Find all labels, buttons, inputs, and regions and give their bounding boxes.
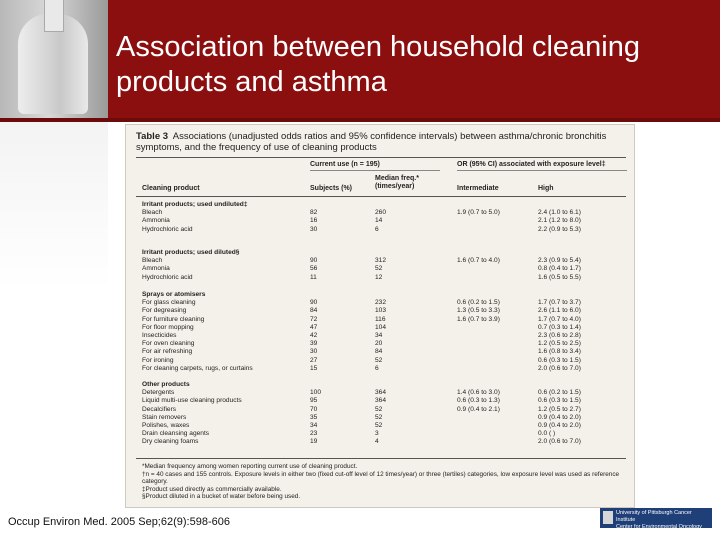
footnote: *Median frequency among women reporting current use of cleaning product. [142, 463, 358, 470]
table-cell: 0.6 (0.2 to 1.5) [457, 299, 500, 307]
table-cell: 52 [375, 413, 383, 421]
table-cell: 260 [375, 209, 387, 217]
table-cell: 0.6 (0.2 to 1.5) [538, 389, 581, 397]
table-row [126, 357, 635, 365]
table-group [126, 201, 635, 234]
table-cell: Hydrochloric acid [142, 273, 193, 281]
table-cell: 4 [375, 438, 379, 446]
logo-line1: University of Pittsburgh Cancer Institute [616, 510, 692, 523]
table-row [126, 430, 635, 438]
citation: Occup Environ Med. 2005 Sep;62(9):598-606 [8, 516, 230, 528]
table-cell: 27 [310, 356, 318, 364]
table-cell: 0.6 (0.3 to 1.5) [538, 397, 581, 405]
table-cell: 312 [375, 257, 387, 265]
table-cell: 14 [375, 217, 383, 225]
table-cell: 2.3 (0.9 to 5.4) [538, 257, 581, 265]
table-row [126, 414, 635, 422]
table-rule-header [136, 196, 626, 197]
left-decoration [0, 122, 108, 540]
table-row [126, 265, 635, 273]
table-row [126, 209, 635, 217]
table-cell: 2.3 (0.6 to 2.8) [538, 331, 581, 339]
shield-icon [603, 511, 613, 524]
table-group [126, 249, 635, 282]
table-cell: 47 [310, 323, 318, 331]
footnote: †n = 40 cases and 155 controls. Exposure levels in either two (fixed cut-off level of 12 times/year) or three (tertiles) categories, low exposure level was used as reference category. [142, 470, 620, 486]
table-cell: 1.2 (0.5 to 2.7) [538, 405, 581, 413]
col-median: Median freq.* (times/year) [375, 175, 419, 190]
table-cell: Dry cleaning foams [142, 438, 199, 446]
table-cell: Hydrochloric acid [142, 225, 193, 233]
table-cell: 1.2 (0.5 to 2.5) [538, 340, 581, 348]
table-row [126, 340, 635, 348]
table-caption-text: Associations (unadjusted odds ratios and 95% confidence intervals) between asthma/chronic bronchitis symptoms, and the frequency of use of cleaning products [136, 131, 607, 153]
table-row [126, 324, 635, 332]
group-label-text: Irritant products; used undiluted‡ [142, 201, 248, 208]
table-cell: 72 [310, 315, 318, 323]
table-cell: Insecticides [142, 331, 177, 339]
table-cell: 42 [310, 331, 318, 339]
table-cell: 12 [375, 273, 383, 281]
table-cell: 30 [310, 225, 318, 233]
group-label-text: Sprays or atomisers [142, 291, 206, 298]
table-cell: Polishes, waxes [142, 421, 190, 429]
table-group [126, 381, 635, 447]
table-row [126, 299, 635, 307]
table-cell: 0.6 (0.3 to 1.5) [538, 356, 581, 364]
table-cell: 39 [310, 340, 318, 348]
table-cell: 15 [310, 364, 318, 372]
slide-title: Association between household cleaning products and asthma [116, 31, 640, 98]
table-cell: 34 [375, 331, 383, 339]
col-product: Cleaning product [142, 185, 200, 192]
footnote: ‡Product used directly as commercially available. [142, 485, 282, 493]
table-cell: For glass cleaning [142, 299, 196, 307]
group-header-or: OR (95% CI) associated with exposure level‡ [457, 161, 606, 168]
table-row [126, 274, 635, 282]
table-cell: 364 [375, 389, 387, 397]
table-cell: 90 [310, 257, 318, 265]
table-cell: 0.8 (0.4 to 1.7) [538, 265, 581, 273]
table-cell: 3 [375, 430, 379, 438]
table-cell: Decalcifiers [142, 405, 177, 413]
table-cell: Bleach [142, 257, 163, 265]
table-row [126, 365, 635, 373]
table-footnotes [142, 463, 622, 501]
table-cell: 1.6 (0.7 to 4.0) [457, 257, 500, 265]
col-high: High [538, 185, 554, 192]
table-row [126, 332, 635, 340]
table-row [126, 406, 635, 414]
group-header-current: Current use (n = 195) [310, 161, 380, 168]
table-cell: 116 [375, 315, 386, 323]
table-cell: For air refreshing [142, 348, 193, 356]
table-row [126, 422, 635, 430]
table-row [126, 307, 635, 315]
table-cell: 0.9 (0.4 to 2.0) [538, 421, 581, 429]
table-cell: Ammonia [142, 265, 170, 273]
table-cell: 34 [310, 421, 318, 429]
table-cell: For floor mopping [142, 323, 194, 331]
table-cell: 0.0 ( ) [538, 430, 556, 438]
table-cell: 2.6 (1.1 to 6.0) [538, 307, 581, 315]
table-cell: 2.2 (0.9 to 5.3) [538, 225, 581, 233]
table-cell: 1.3 (0.5 to 3.3) [457, 307, 500, 315]
table-cell: 0.9 (0.4 to 2.1) [457, 405, 500, 413]
table-cell: 6 [375, 364, 379, 372]
table-cell: 2.0 (0.6 to 7.0) [538, 364, 581, 372]
group-label-text: Irritant products; used diluted§ [142, 249, 240, 256]
table-cell: 52 [375, 405, 383, 413]
table-cell: 20 [375, 340, 383, 348]
table-cell: 104 [375, 323, 387, 331]
table-cell: For cleaning carpets, rugs, or curtains [142, 364, 253, 372]
table-cell: 90 [310, 299, 318, 307]
col-subjects: Subjects (%) [310, 185, 353, 192]
table-image [125, 124, 635, 508]
table-group [126, 291, 635, 373]
header-image [0, 0, 108, 118]
table-row [126, 438, 635, 446]
table-cell: 52 [375, 356, 383, 364]
table-cell: 232 [375, 299, 387, 307]
table-cell: Stain removers [142, 413, 187, 421]
table-cell: 1.7 (0.7 to 3.7) [538, 299, 581, 307]
title-bar [0, 0, 720, 118]
group-label [126, 381, 635, 389]
table-cell: 56 [310, 265, 318, 273]
table-cell: 1.6 (0.5 to 5.5) [538, 273, 581, 281]
table-cell: 19 [310, 438, 318, 446]
table-caption [136, 131, 626, 153]
table-cell: 0.7 (0.3 to 1.4) [538, 323, 581, 331]
table-cell: 2.0 (0.6 to 7.0) [538, 438, 581, 446]
table-rule-bottom [136, 458, 626, 459]
table-cell: 11 [310, 273, 317, 281]
group-label [126, 249, 635, 257]
table-cell: 100 [310, 389, 322, 397]
group-rule-current [310, 170, 440, 171]
table-row [126, 397, 635, 405]
col-intermediate: Intermediate [457, 185, 499, 192]
table-cell: 2.4 (1.0 to 6.1) [538, 209, 581, 217]
table-cell: 30 [310, 348, 318, 356]
table-row [126, 389, 635, 397]
table-cell: Detergents [142, 389, 175, 397]
table-row [126, 316, 635, 324]
table-cell: 84 [310, 307, 318, 315]
table-cell: 1.6 (0.8 to 3.4) [538, 348, 581, 356]
group-label [126, 291, 635, 299]
table-cell: 1.7 (0.7 to 4.0) [538, 315, 581, 323]
table-rule-top [136, 157, 626, 158]
group-label [126, 201, 635, 209]
table-cell: 103 [375, 307, 387, 315]
table-cell: 52 [375, 421, 383, 429]
table-cell: 1.6 (0.7 to 3.9) [457, 315, 500, 323]
footnote: §Product diluted in a bucket of water before being used. [142, 493, 301, 501]
logo-line2: Center for Environmental Oncology [616, 524, 702, 530]
table-caption-label: Table 3 [136, 131, 169, 142]
table-cell: For ironing [142, 356, 174, 364]
table-cell: Liquid multi-use cleaning products [142, 397, 242, 405]
table-row [126, 257, 635, 265]
table-cell: 84 [375, 348, 383, 356]
group-label-text: Other products [142, 381, 190, 388]
table-cell: 2.1 (1.2 to 8.0) [538, 217, 581, 225]
table-cell: 6 [375, 225, 379, 233]
table-cell: Bleach [142, 209, 163, 217]
table-cell: 16 [310, 217, 318, 225]
table-cell: 70 [310, 405, 318, 413]
table-row [126, 348, 635, 356]
table-cell: 1.4 (0.6 to 3.0) [457, 389, 500, 397]
table-cell: Drain cleansing agents [142, 430, 210, 438]
title-divider [0, 118, 720, 122]
table-row [126, 217, 635, 225]
group-rule-or [457, 170, 627, 171]
table-cell: 95 [310, 397, 318, 405]
table-cell: Ammonia [142, 217, 170, 225]
table-cell: 52 [375, 265, 383, 273]
table-cell: 0.6 (0.3 to 1.3) [457, 397, 500, 405]
institution-logo [600, 508, 712, 528]
table-cell: 35 [310, 413, 318, 421]
flask-neck-image [44, 0, 64, 32]
table-cell: For furniture cleaning [142, 315, 205, 323]
table-cell: For oven cleaning [142, 340, 195, 348]
table-cell: 82 [310, 209, 318, 217]
table-cell: For degreasing [142, 307, 187, 315]
table-cell: 0.9 (0.4 to 2.0) [538, 413, 581, 421]
table-row [126, 226, 635, 234]
table-cell: 23 [310, 430, 318, 438]
table-cell: 1.9 (0.7 to 5.0) [457, 209, 500, 217]
table-cell: 364 [375, 397, 387, 405]
